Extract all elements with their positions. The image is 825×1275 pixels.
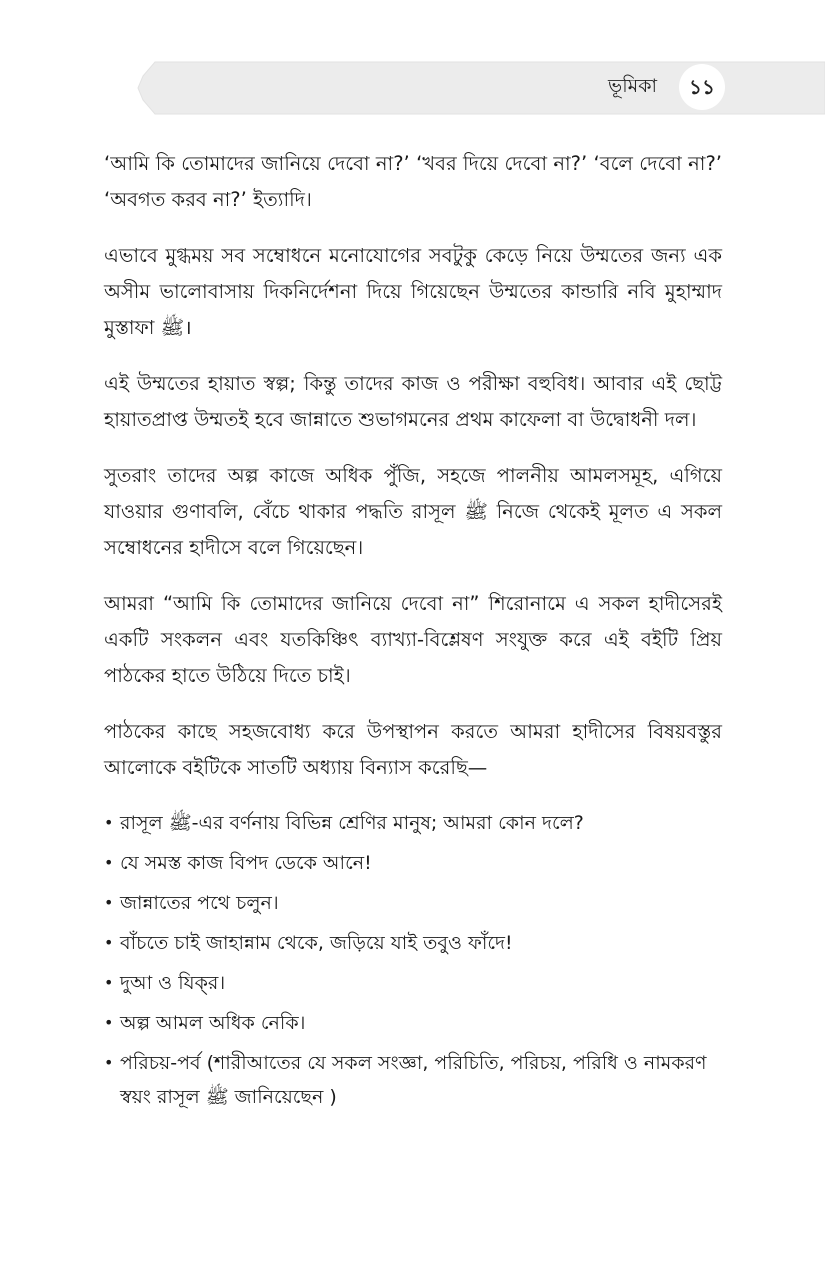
section-title: ভূমিকা — [608, 75, 657, 97]
list-item-text: বাঁচতে চাই জাহান্নাম থেকে, জড়িয়ে যাই তবুও ফাঁদে! — [120, 932, 513, 954]
bullet-icon: • — [104, 933, 114, 952]
bullet-icon: • — [104, 1053, 114, 1072]
list-item-text: রাসূল ﷺ-এর বর্ণনায় বিভিন্ন শ্রেণির মানুষ; আমরা কোন দলে? — [120, 812, 584, 834]
paragraph: পাঠকের কাছে সহজবোধ্য করে উপস্থাপন করতে আমরা হাদীসের বিষয়বস্তুর আলোকে বইটিকে সাতটি অধ্যায় বিন্যাস করেছি— — [104, 720, 722, 779]
page-header — [0, 0, 825, 130]
list-item — [104, 806, 722, 840]
paragraph: এই উম্মতের হায়াত স্বল্প; কিন্তু তাদের কাজ ও পরীক্ষা বহুবিধ। আবার এই ছোট্ট হায়াতপ্রাপ্ত উম্মতই হবে জান্নাতে শুভাগমনের প্রথম কাফেলা বা উদ্বোধনী দল। — [104, 372, 722, 431]
list-item-text: দুআ ও যিক্‌র। — [120, 972, 226, 994]
list-item — [104, 846, 722, 880]
body-content — [104, 146, 722, 1120]
paragraph: সুতরাং তাদের অল্প কাজে অধিক পুঁজি, সহজে পালনীয় আমলসমূহ, এগিয়ে যাওয়ার গুণাবলি, বেঁচে থাকার পদ্ধতি রাসূল ﷺ নিজে থেকেই মূলত এ সকল সম্বোধনের হাদীসে বলে গিয়েছেন। — [104, 464, 723, 559]
bullet-icon: • — [104, 893, 114, 912]
paragraph: ‘আমি কি তোমাদের জানিয়ে দেবো না?’ ‘খবর দিয়ে দেবো না?’ ‘বলে দেবো না?’ ‘অবগত করব না?’ ইত্যাদি। — [104, 152, 722, 211]
bullet-icon: • — [104, 1013, 114, 1032]
list-item-text: পরিচয়-পর্ব (শারীআতের যে সকল সংজ্ঞা, পরিচিতি, পরিচয়, পরিধি ও নামকরণ স্বয়ং রাসূল ﷺ জানিয়েছেন ) — [120, 1052, 707, 1108]
list-item — [104, 886, 722, 920]
list-item-text: অল্প আমল অধিক নেকি। — [120, 1012, 306, 1034]
bullet-icon: • — [104, 853, 114, 872]
list-item-text: জান্নাতের পথে চলুন। — [120, 892, 279, 914]
bullet-icon: • — [104, 813, 114, 832]
list-item — [104, 1006, 722, 1040]
list-item — [104, 926, 722, 960]
bullet-icon: • — [104, 973, 114, 992]
list-item-text: যে সমস্ত কাজ বিপদ ডেকে আনে! — [120, 852, 372, 874]
list-item — [104, 966, 722, 1000]
chapter-list — [104, 806, 722, 1114]
paragraph: এভাবে মুগ্ধময় সব সম্বোধনে মনোযোগের সবটুকু কেড়ে নিয়ে উম্মতের জন্য এক অসীম ভালোবাসায় দিকনির্দেশনা দিয়ে গিয়েছেন উম্মতের কান্ডারি নবি মুহাম্মাদ মুস্তাফা ﷺ। — [104, 244, 722, 339]
paragraph: আমরা “আমি কি তোমাদের জানিয়ে দেবো না” শিরোনামে এ সকল হাদীসেরই একটি সংকলন এবং যতকিঞ্চিৎ ব্যাখ্যা-বিশ্লেষণ সংযুক্ত করে এই বইটি প্রিয় পাঠকের হাতে উঠিয়ে দিতে চাই। — [104, 592, 722, 687]
list-item — [104, 1046, 722, 1114]
page-number: ১১ — [679, 64, 725, 110]
